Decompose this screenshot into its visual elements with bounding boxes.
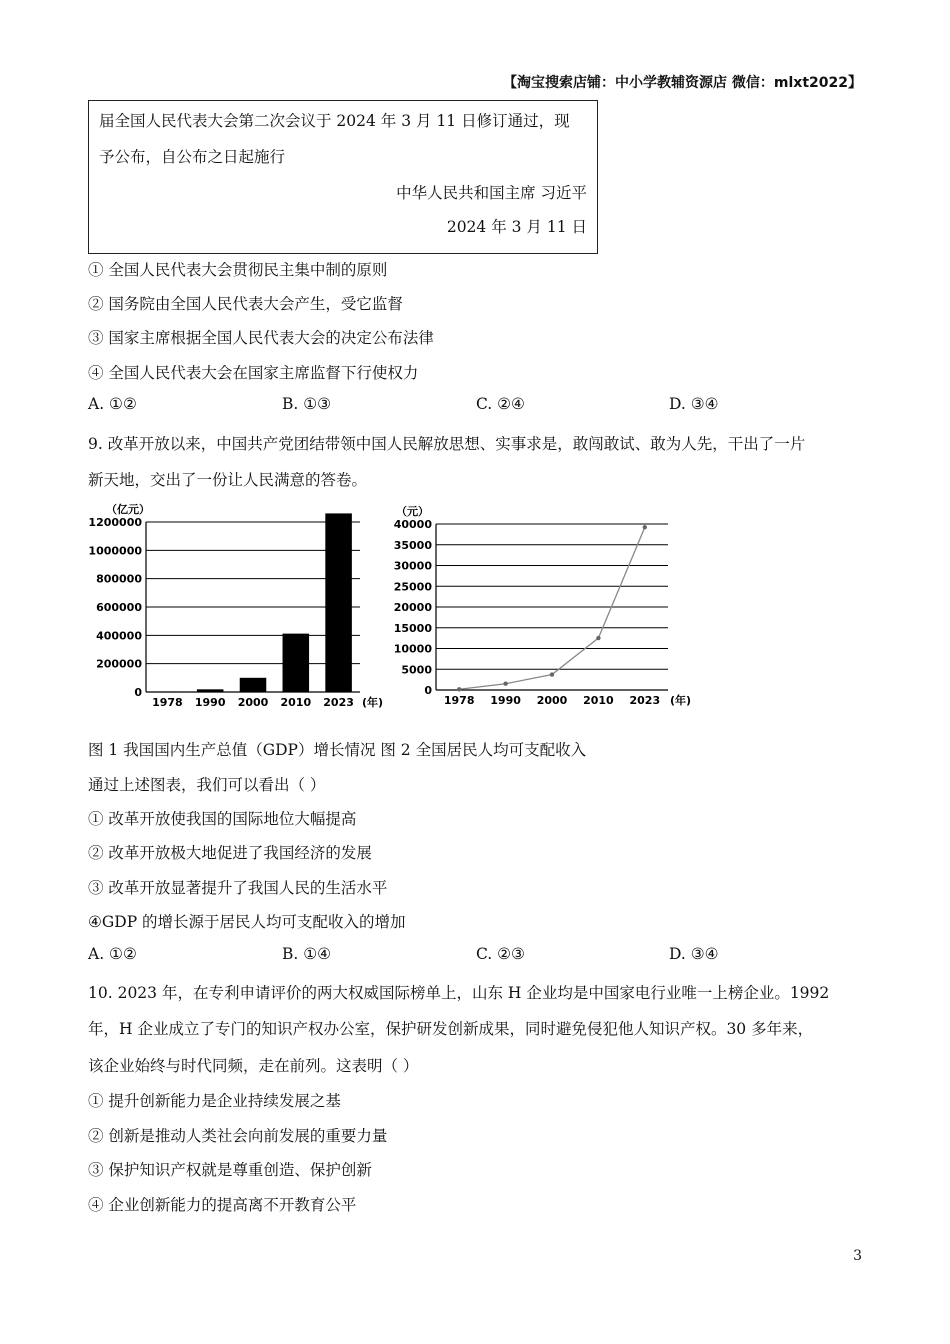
notice-date: 2024 年 3 月 11 日: [446, 218, 587, 236]
q10-item-4: ④ 企业创新能力的提高离不开教育公平: [88, 1196, 357, 1214]
y-tick-label: 10000: [393, 642, 432, 656]
x-tick-label: 1990: [490, 694, 521, 707]
income-series-line: [459, 527, 645, 689]
x-tick-label: 2000: [237, 696, 269, 709]
bar-2010: [283, 634, 310, 692]
x-axis-unit-label: (年): [362, 696, 384, 709]
q9-option-d[interactable]: D. ③④: [669, 945, 719, 963]
y-tick-label: 40000: [393, 518, 432, 531]
q10-stem-2: 年，H 企业成立了专门的知识产权办公室，保护研发创新成果，同时避免侵犯他人知识产权。30 多年来，: [88, 1020, 814, 1038]
gdp-bar-chart: [88, 498, 388, 712]
point-2023: [643, 525, 647, 529]
y-tick-label: 20000: [393, 601, 432, 614]
notice-line-2: 予公布，自公布之日起施行: [99, 148, 286, 166]
bar-1978: [154, 691, 181, 692]
x-tick-label: 2023: [323, 696, 354, 709]
q8-item-1: ① 全国人民代表大会贯彻民主集中制的原则: [88, 261, 388, 279]
y-tick-label: 0: [134, 686, 142, 699]
q9-stem-1: 9. 改革开放以来，中国共产党团结带领中国人民解放思想、实事求是，敢闯敢试、敢为人先，干出了一片: [88, 435, 806, 453]
point-1978: [457, 687, 461, 691]
q9-question: 通过上述图表，我们可以看出（ ）: [88, 776, 326, 794]
q9-item-2: ② 改革开放极大地促进了我国经济的发展: [88, 844, 372, 862]
q10-item-1: ① 提升创新能力是企业持续发展之基: [88, 1092, 341, 1110]
y-tick-label: 200000: [96, 657, 142, 671]
page-header: 【淘宝搜索店铺：中小学教辅资源店 微信：mlxt2022】: [503, 75, 862, 91]
bar-2023: [325, 513, 352, 692]
q9-item-1: ① 改革开放使我国的国际地位大幅提高: [88, 810, 357, 828]
page-number: 3: [853, 1248, 862, 1264]
y-tick-label: 0: [424, 684, 432, 697]
q10-stem-1: 10. 2023 年，在专利申请评价的两大权威国际榜单上，山东 H 企业均是中国家电行业唯一上榜企业。1992: [88, 984, 830, 1002]
point-1990: [503, 682, 507, 686]
q8-option-b[interactable]: B. ①③: [282, 395, 332, 413]
q10-item-3: ③ 保护知识产权就是尊重创造、保护创新: [88, 1161, 372, 1179]
q9-item-3: ③ 改革开放显著提升了我国人民的生活水平: [88, 879, 388, 897]
q10-stem-3: 该企业始终与时代同频，走在前列。这表明（ ）: [88, 1057, 419, 1075]
point-2000: [550, 672, 554, 676]
y-tick-label: 800000: [96, 572, 142, 586]
q9-stem-2: 新天地，交出了一份让人民满意的答卷。: [88, 471, 368, 489]
q9-option-a[interactable]: A. ①②: [88, 945, 137, 963]
y-axis-unit-label: （元）: [396, 505, 429, 518]
income-line-chart: [390, 498, 692, 712]
y-tick-label: 5000: [401, 663, 432, 677]
bar-2000: [240, 678, 267, 692]
x-tick-label: 2010: [583, 694, 614, 707]
y-tick-label: 400000: [96, 629, 142, 643]
y-axis-unit-label: （亿元）: [106, 503, 150, 516]
point-2010: [596, 636, 600, 640]
q10-item-2: ② 创新是推动人类社会向前发展的重要力量: [88, 1127, 388, 1145]
y-tick-label: 1000000: [88, 544, 142, 558]
law-notice-box: [88, 100, 598, 254]
q8-item-2: ② 国务院由全国人民代表大会产生，受它监督: [88, 295, 403, 313]
bar-1990: [197, 689, 224, 692]
y-tick-label: 600000: [96, 601, 142, 614]
notice-signature: 中华人民共和国主席 习近平: [396, 184, 587, 202]
q8-item-3: ③ 国家主席根据全国人民代表大会的决定公布法律: [88, 329, 434, 347]
q9-item-4: ④GDP 的增长源于居民人均可支配收入的增加: [88, 913, 406, 931]
x-tick-label: 1978: [152, 696, 183, 709]
y-tick-label: 25000: [393, 580, 432, 594]
q8-item-4: ④ 全国人民代表大会在国家主席监督下行使权力: [88, 364, 419, 382]
q9-option-c[interactable]: C. ②③: [476, 945, 525, 963]
x-tick-label: 2010: [280, 696, 312, 709]
y-tick-label: 35000: [393, 538, 432, 552]
y-tick-label: 15000: [393, 621, 432, 635]
x-tick-label: 1978: [443, 694, 475, 707]
q8-option-c[interactable]: C. ②④: [476, 395, 525, 413]
x-tick-label: 2000: [536, 694, 568, 707]
q9-option-b[interactable]: B. ①④: [282, 945, 332, 963]
q9-figure-caption: 图 1 我国国内生产总值（GDP）增长情况 图 2 全国居民人均可支配收入: [88, 741, 587, 759]
q8-option-a[interactable]: A. ①②: [88, 395, 137, 413]
x-tick-label: 2023: [629, 694, 661, 707]
x-axis-unit-label: (年): [670, 694, 692, 707]
notice-line-1: 届全国人民代表大会第二次会议于 2024 年 3 月 11 日修订通过，现: [99, 112, 570, 130]
q8-option-d[interactable]: D. ③④: [669, 395, 719, 413]
x-tick-label: 1990: [194, 696, 226, 709]
y-tick-label: 1200000: [88, 516, 142, 529]
y-tick-label: 30000: [393, 559, 432, 573]
